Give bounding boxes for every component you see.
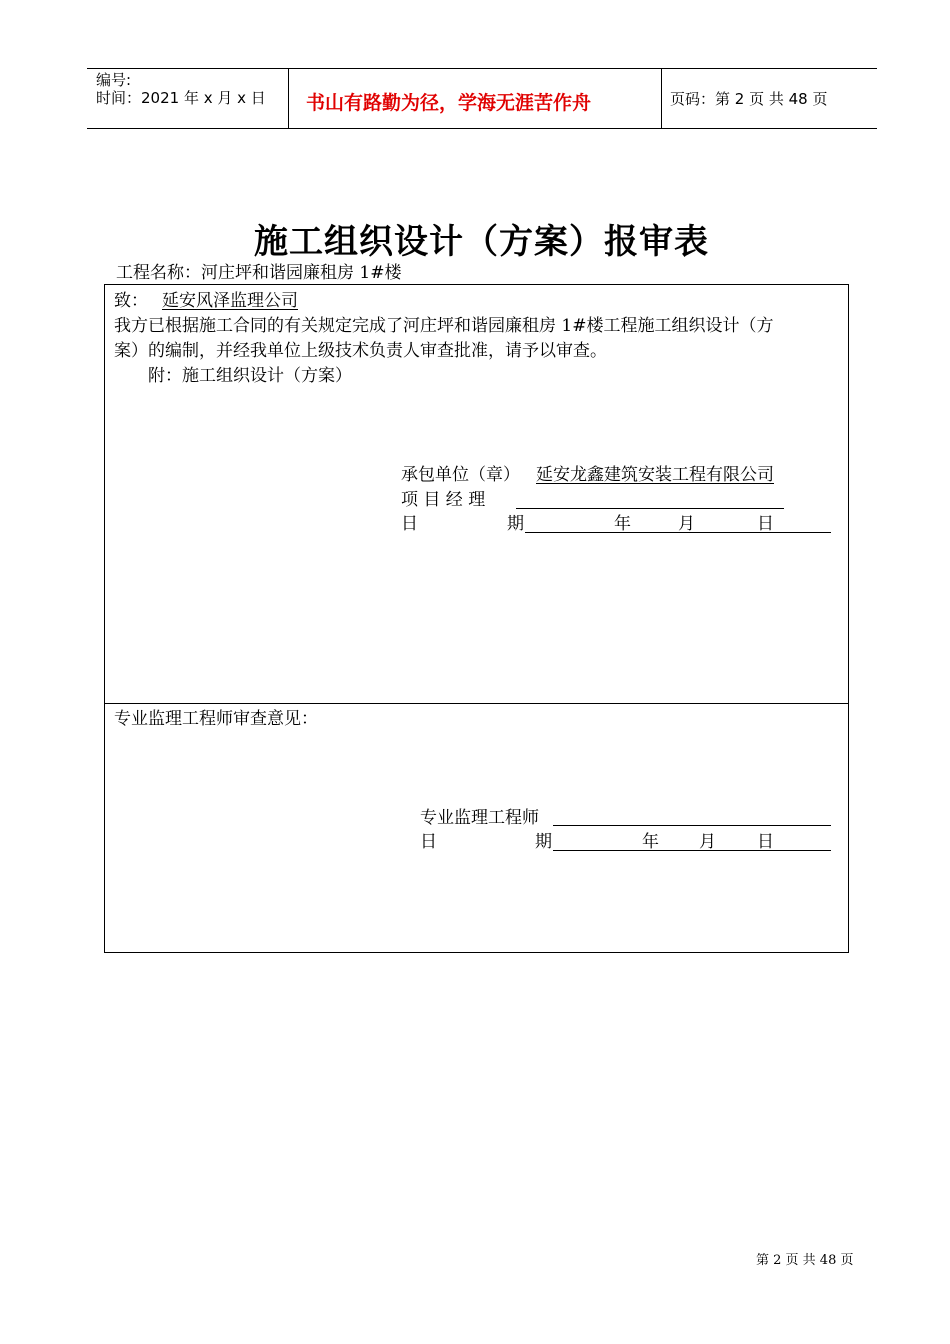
attachment-note: 附：施工组织设计（方案）: [148, 366, 352, 386]
date-month: 月: [678, 514, 695, 534]
manager-signature-line: [516, 508, 784, 509]
review-date-month: 月: [699, 832, 716, 852]
project-name: 工程名称：河庄坪和谐园廉租房 1#楼: [116, 263, 402, 283]
document-title: 施工组织设计（方案）报审表: [254, 222, 709, 262]
header-divider-left: [288, 68, 289, 128]
header-top-rule: [87, 68, 877, 69]
contractor-label: 承包单位（章）: [401, 465, 520, 485]
review-date-year: 年: [642, 832, 659, 852]
review-date-day: 日: [757, 832, 774, 852]
to-label: 致：: [114, 291, 148, 311]
review-date-line: [553, 850, 831, 851]
date-day: 日: [757, 514, 774, 534]
engineer-signature-line: [553, 825, 831, 826]
date-label-period: 期: [507, 514, 524, 534]
date-year: 年: [614, 514, 631, 534]
review-date-label-day: 日: [420, 832, 437, 852]
contractor-value: 延安龙鑫建筑安装工程有限公司: [536, 465, 774, 485]
time-label: 时间：2021 年 x 月 x 日: [96, 89, 266, 107]
manager-label: 项 目 经 理: [401, 490, 486, 510]
header-divider-right: [661, 68, 662, 128]
engineer-label: 专业监理工程师: [420, 808, 539, 828]
review-date-label-period: 期: [535, 832, 552, 852]
to-recipient: 延安风泽监理公司: [162, 291, 298, 311]
motto: 书山有路勤为径，学海无涯苦作舟: [306, 92, 592, 114]
opinion-label: 专业监理工程师审查意见：: [114, 709, 318, 729]
header-bottom-rule: [87, 128, 877, 129]
date-label-day: 日: [401, 514, 418, 534]
serial-label: 编号:: [96, 71, 132, 89]
page-label: 页码：第 2 页 共 48 页: [670, 90, 828, 108]
footer-page-number: 第 2 页 共 48 页: [756, 1253, 854, 1268]
date-line: [525, 532, 831, 533]
body-line-1: 我方已根据施工合同的有关规定完成了河庄坪和谐园廉租房 1#楼工程施工组织设计（方: [114, 316, 774, 336]
body-line-2: 案）的编制，并经我单位上级技术负责人审查批准，请予以审查。: [114, 341, 607, 361]
